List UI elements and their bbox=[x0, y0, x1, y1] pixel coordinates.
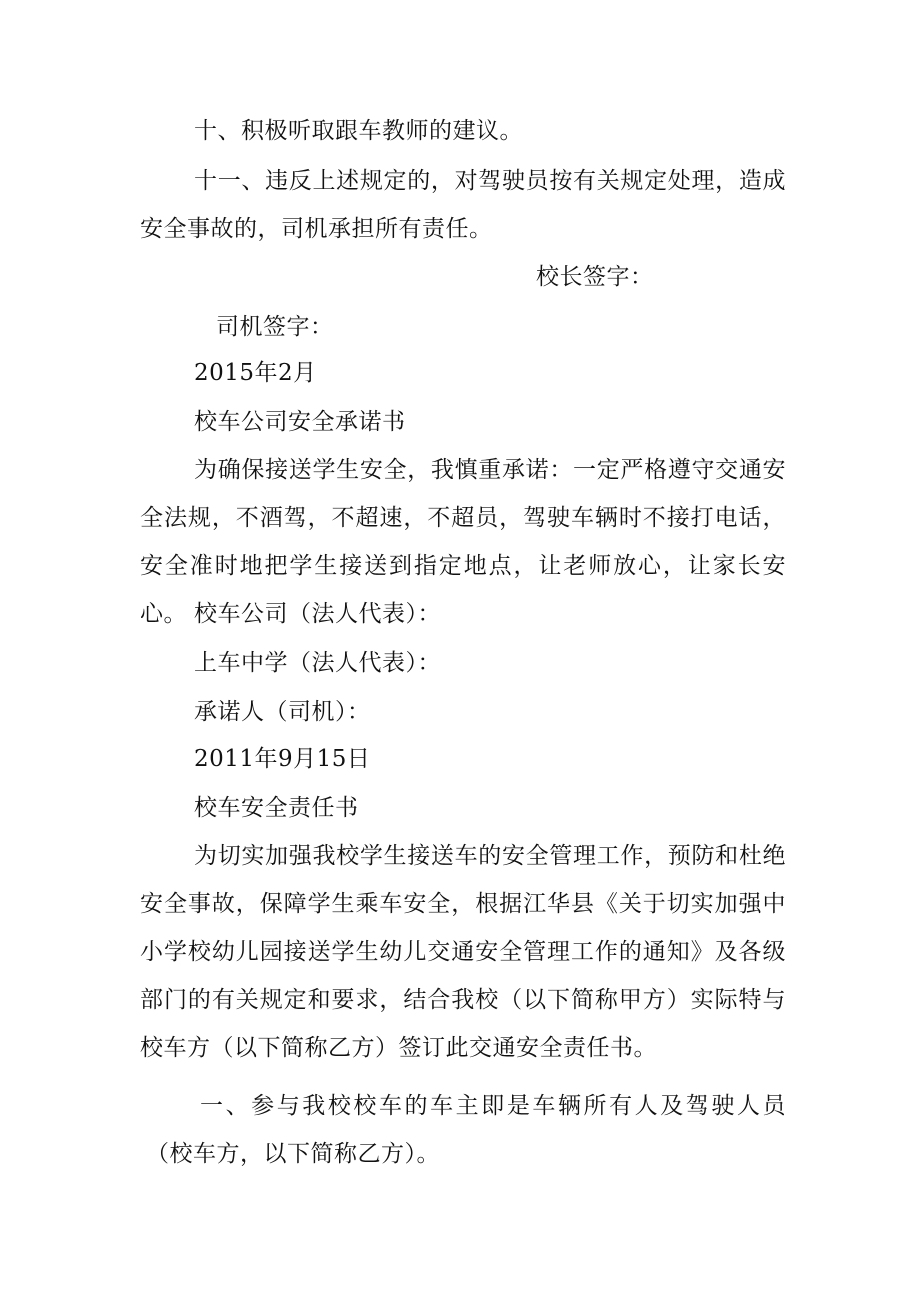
promisor-driver: 承诺人（司机）： bbox=[194, 699, 371, 725]
pledge-title: 校车公司安全承诺书 bbox=[194, 409, 406, 435]
date-2015: 2015年2月 bbox=[194, 360, 317, 386]
item-10: 十、积极听取跟车教师的建议。 bbox=[194, 118, 523, 144]
driver-signature-label: 司机签字： bbox=[216, 314, 334, 340]
responsibility-intro: 为切实加强我校学生接送车的安全管理工作，预防和杜绝安全事故，保障学生乘车安全，根据江华县《关于切实加强中小学校幼儿园接送学生幼儿交通安全管理工作的通知》及各级部门的有关规定和要求，结合我校（以下简称甲方）实际特与校车方（以下简称乙方）签订此交通安全责任书。 bbox=[140, 843, 786, 1061]
principal-signature-label: 校长签字： bbox=[536, 264, 654, 290]
responsibility-title: 校车安全责任书 bbox=[194, 795, 359, 821]
clause-1: 一、参与我校校车的车主即是车辆所有人及驾驶人员（校车方，以下简称乙方）。 bbox=[146, 1093, 786, 1167]
school-representative: 上车中学（法人代表）： bbox=[194, 650, 441, 676]
item-11: 十一、违反上述规定的，对驾驶员按有关规定处理，造成安全事故的，司机承担所有责任。 bbox=[140, 168, 786, 242]
date-2011: 2011年9月15日 bbox=[194, 746, 371, 772]
pledge-body: 为确保接送学生安全，我慎重承诺：一定严格遵守交通安全法规，不酒驾，不超速，不超员，驾驶车辆时不接打电话，安全准时地把学生接送到指定地点，让老师放心，让家长安心。 bbox=[140, 457, 786, 627]
company-representative: 校车公司（法人代表）： bbox=[194, 601, 441, 627]
